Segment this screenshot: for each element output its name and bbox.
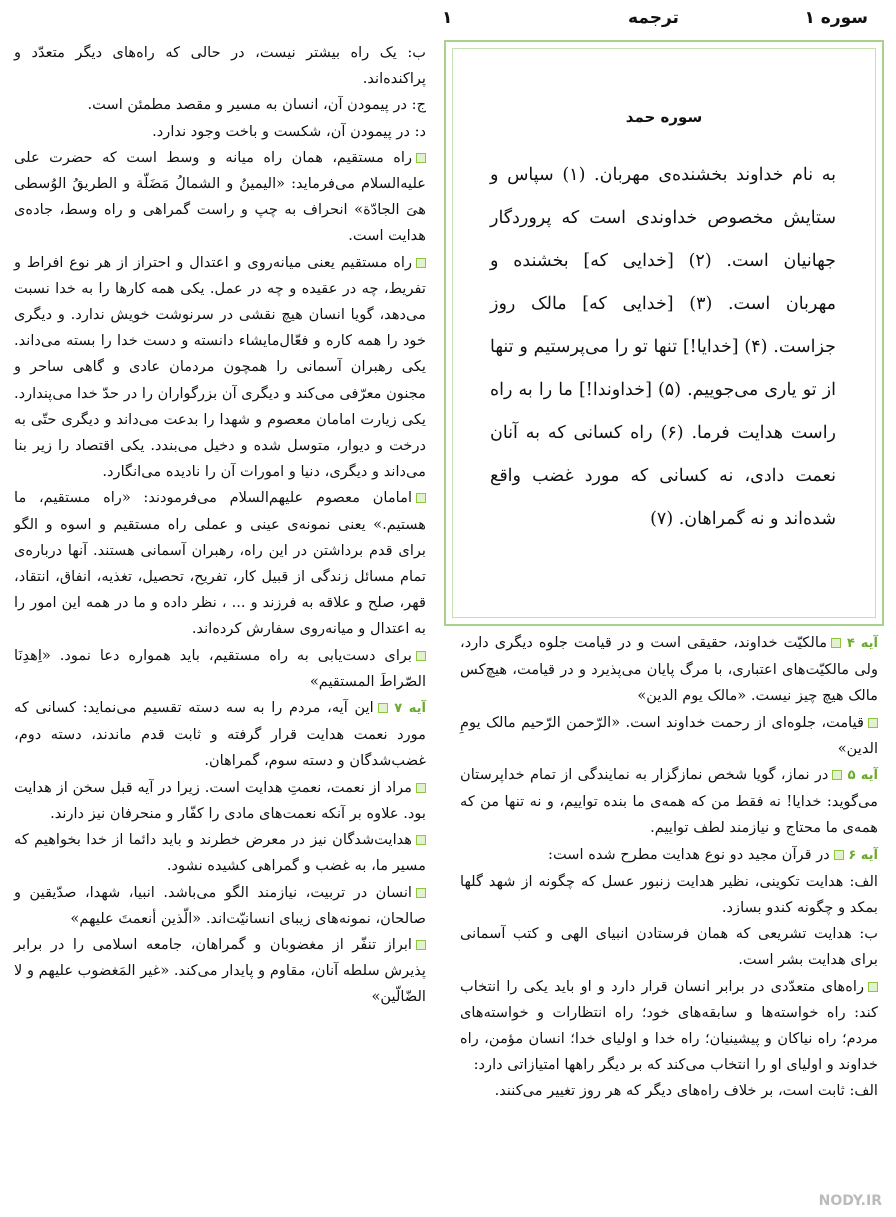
- square-bullet-icon: [868, 982, 878, 992]
- section-title: ترجمه: [628, 8, 679, 28]
- paragraph-text: الف: ثابت است، بر خلاف راه‌های دیگر که هر روز تغییر می‌کنند.: [494, 1082, 878, 1100]
- square-bullet-icon: [416, 651, 426, 661]
- paragraph-text: مراد از نعمت، نعمتِ هدایت است. زیرا در آیه قبل سخن از هدایت بود. علاوه بر آنکه نعمت‌های مادی را کفّار و منحرفان نیز دارند.: [14, 778, 426, 822]
- aya-label: آیه ۷: [387, 701, 426, 717]
- verse-box-title: سوره حمد: [625, 108, 703, 126]
- square-bullet-icon: [416, 493, 426, 503]
- paragraph-text: در قرآن مجید دو نوع هدایت مطرح شده است:: [548, 845, 830, 863]
- paragraph: [14, 145, 426, 250]
- paragraph-text: ب: هدایت تشریعی که همان فرستادن انبیای الهی و کتب آسمانی برای هدایت بشر است.: [460, 925, 878, 969]
- paragraph-text: راه مستقیم یعنی میانه‌روی و اعتدال و احتراز از هر نوع افراط و تفریط، چه در عقیده و چه در عمل. یکی همه کارها را به خدا نسبت می‌دهد، گویا انسان هیچ نقشی در سرنوشت خویش ندارد. و دیگری خود را همه کاره و فعّال‌مایشاء دانسته و دست خدا را بسته می‌داند. یکی رهبران آسمانی را همچون مردمان عادی و گاهی ساحر و مجنون معرّفی می‌کند و دیگری آن بزرگواران را در حدّ خدا می‌پندارد. یکی زیارت امامان معصوم و شهدا را بدعت می‌داند و دیگری حتّی به درخت و دیوار، متوسل شده و دخیل می‌بندد. یکی اقتصاد را زیر بنا می‌داند و دیگری، دنیا و امورات آن را نادیده می‌انگارد.: [14, 253, 426, 481]
- square-bullet-icon: [378, 703, 388, 713]
- paragraph: [14, 119, 426, 145]
- square-bullet-icon: [831, 638, 841, 648]
- paragraph: [460, 710, 878, 762]
- paragraph-text: ج: در پیمودن آن، انسان به مسیر و مقصد مطمئن است.: [87, 96, 426, 114]
- paragraph: [14, 880, 426, 932]
- page-number: ۱: [442, 8, 453, 28]
- paragraph-text: امامان معصوم علیهم‌السلام می‌فرمودند: «راه مستقیم، ما هستیم.» یعنی نمونه‌ی عینی و عملی راه مستقیم و اسوه و الگو برای قدم برداشتن در این راه، رهبران آسمانی هستند. آنها درباره‌ی تمام مسائل زندگی از قبیل کار، تفریح، تحصیل، تغذیه، انفاق، انتقاد، قهر، صلح و علاقه به فرزند و ... ، نظر داده و ما در همه این امور را به اعتدال و میانه‌روی سفارش کرده‌اند.: [14, 489, 426, 638]
- paragraph: [460, 762, 878, 842]
- paragraph: [14, 40, 426, 92]
- paragraph-text: در نماز، گویا شخص نمازگزار به نمایندگی از تمام خداپرستان می‌گوید: خدایا! نه فقط من که همه‌ی ما بنده تواییم، و نه تنها من که همه‌ی ما محتاج و نیازمند لطف تواییم.: [460, 766, 878, 837]
- square-bullet-icon: [834, 850, 844, 860]
- paragraph: [460, 630, 878, 710]
- square-bullet-icon: [416, 835, 426, 845]
- paragraph: [14, 932, 426, 1011]
- paragraph: [460, 869, 878, 921]
- paragraph: [14, 775, 426, 827]
- paragraph-text: این آیه، مردم را به سه دسته تقسیم می‌نماید: کسانی که مورد نعمت هدایت قرار گرفته و ثابت قدم ماندند، دسته دوم، غضب‌شدگان و دسته سوم، گمراهان.: [14, 699, 426, 770]
- aya-label: آیه ۶: [843, 847, 878, 863]
- paragraph: [14, 485, 426, 642]
- commentary-left-column: [14, 40, 426, 1011]
- paragraph: [14, 250, 426, 486]
- verse-box: [444, 40, 884, 626]
- paragraph-text: هدایت‌شدگان نیز در معرض خطرند و باید دائما از خدا بخواهیم که مسیر ما، به غضب و گمراهی کشیده نشود.: [14, 831, 426, 875]
- aya-label: آیه ۴: [841, 636, 878, 651]
- paragraph-text: برای دست‌یابی به راه مستقیم، باید همواره دعا نمود. «اِهدِنَا الصّراطَ المستقیم»: [14, 646, 426, 690]
- surah-label: سوره ۱: [804, 8, 868, 28]
- paragraph: [460, 1078, 878, 1104]
- paragraph-text: قیامت، جلوه‌ای از رحمت خداوند است. «الرّحمن الرّحیم مالک یومِ الدین»: [460, 713, 878, 757]
- paragraph: [460, 842, 878, 869]
- paragraph: [14, 643, 426, 695]
- square-bullet-icon: [416, 153, 426, 163]
- paragraph-text: ابراز تنفّر از مغضوبان و گمراهان، جامعه اسلامی را در برابر پذیرش سلطه آنان، مقاوم و پایدار می‌کند. «غیر المَغضوب علیهم و لا الضّالّین»: [14, 935, 426, 1006]
- paragraph-text: راه‌های متعدّدی در برابر انسان قرار دارد و او باید یکی را انتخاب کند: راه خواسته‌ها و سابقه‌های خود؛ راه انتظارات و خواسته‌های مردم؛ راه نیاکان و پیشینیان؛ راه خدا و اولیای خدا؛ انسان مؤمن، راه خداوند و اولیای او را انتخاب می‌کند که بر دیگر راهها امتیازاتی دارد:: [460, 977, 878, 1074]
- paragraph-text: الف: هدایت تکوینی، نظیر هدایت زنبور عسل که چگونه از شهد گلها بمکد و چگونه کندو بسازد.: [460, 872, 878, 917]
- paragraph-text: راه مستقیم، همان راه میانه و وسط است که حضرت علی علیه‌السلام می‌فرماید: «الیمینُ و الشمالُ مَضَلّة و الطریقُ الوُسطی هیَ الجادّة» انحراف به چپ و راست گمراهی و راه وسط، جاده‌ی هدایت است.: [14, 148, 426, 245]
- paragraph: [14, 695, 426, 775]
- verse-translation-text: به نام خداوند بخشنده‌ی مهربان. (۱) سپاس و ستایش مخصوص خداوندی است که پروردگار جهانیان است. (۲) [خدایی که] بخشنده و مهربان است. (۳) [خدایی که] مالک روز جزاست. (۴) [خدایا!] تنها تو را می‌پرستیم و تنها از تو یاری می‌جوییم. (۵) [خداوندا!] ما را به راه راست هدایت فرما. (۶) راه کسانی که به آنان نعمت دادی، نه کسانی که مورد غضب واقع شده‌اند و نه گمراهان. (۷): [490, 165, 837, 529]
- paragraph-text: مالکیّت خداوند، حقیقی است و در قیامت جلوه دیگری دارد، ولی مالکیّت‌های اعتباری، با مرگ پایان می‌پذیرد و در قیامت، هیچ‌کس مالک هیچ چیز نیست. «مالک یوم الدین»: [460, 634, 878, 705]
- paragraph-text: ب: یک راه بیشتر نیست، در حالی که راه‌های دیگر متعدّد و پراکنده‌اند.: [14, 44, 426, 88]
- paragraph-text: د: در پیمودن آن، شکست و باخت وجود ندارد.: [152, 122, 426, 140]
- square-bullet-icon: [416, 888, 426, 898]
- watermark: NODY.IR: [818, 1193, 882, 1209]
- paragraph: [14, 92, 426, 118]
- square-bullet-icon: [868, 718, 878, 728]
- page-header: [0, 6, 896, 36]
- square-bullet-icon: [832, 770, 842, 780]
- paragraph-text: انسان در تربیت، نیازمند الگو می‌باشد. انبیا، شهدا، صدّیقین و صالحان، نمونه‌های زیبای انسانیّت‌اند. «الّذین أنعمتَ علیهم»: [14, 883, 426, 927]
- square-bullet-icon: [416, 783, 426, 793]
- paragraph: [460, 974, 878, 1079]
- square-bullet-icon: [416, 940, 426, 950]
- commentary-right-column: [460, 630, 878, 1105]
- aya-label: آیه ۵: [842, 768, 878, 784]
- paragraph: [460, 921, 878, 973]
- square-bullet-icon: [416, 258, 426, 268]
- paragraph: [14, 827, 426, 879]
